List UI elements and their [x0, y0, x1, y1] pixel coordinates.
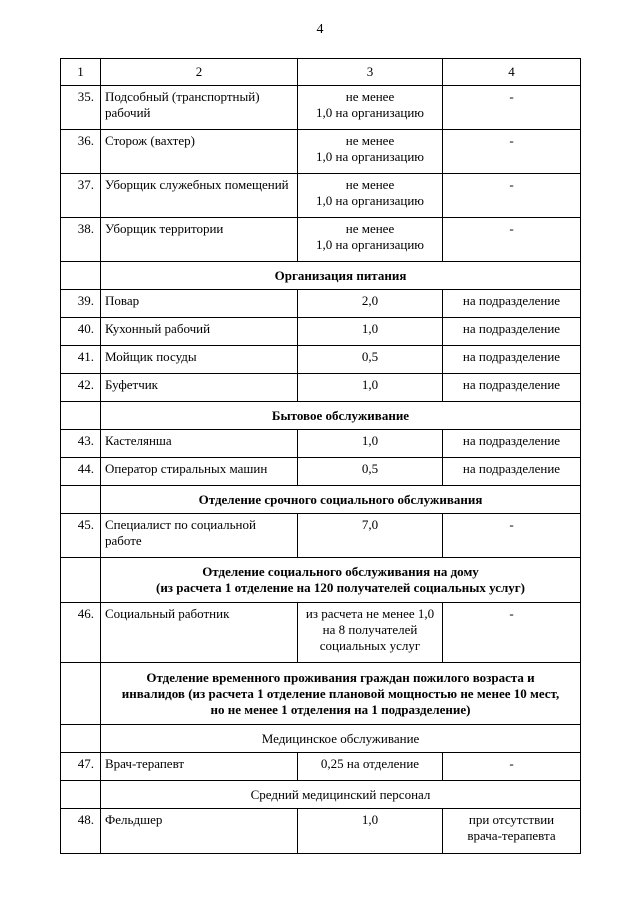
section-row [61, 262, 581, 290]
table-row [61, 809, 581, 854]
section-title: Бытовое обслуживание [101, 402, 581, 430]
staff-norm: не менее 1,0 на организацию [298, 86, 443, 130]
row-number: 39. [61, 290, 101, 318]
norm-note: - [443, 218, 581, 262]
section-row [61, 663, 581, 725]
row-number: 37. [61, 174, 101, 218]
section-empty-cell [61, 663, 101, 725]
section-title: Отделение временного проживания граждан пожилого возраста и инвалидов (из расчета 1 отделение плановой мощностью не менее 10 мест, но не менее 1 отделения на 1 подразделение) [101, 663, 581, 725]
norm-note: на подразделение [443, 430, 581, 458]
position-name: Буфетчик [101, 374, 298, 402]
column-header: 2 [101, 59, 298, 86]
norm-note: на подразделение [443, 374, 581, 402]
staff-norm: 1,0 [298, 809, 443, 854]
section-empty-cell [61, 402, 101, 430]
table-row [61, 218, 581, 262]
page-number: 4 [316, 22, 324, 37]
staff-norm: 1,0 [298, 374, 443, 402]
norm-note: на подразделение [443, 290, 581, 318]
section-title: Медицинское обслуживание [101, 725, 581, 753]
staff-norm: 0,25 на отделение [298, 753, 443, 781]
position-name: Подсобный (транспортный) рабочий [101, 86, 298, 130]
staff-norm: 0,5 [298, 458, 443, 486]
table-row [61, 318, 581, 346]
staff-norm: не менее 1,0 на организацию [298, 174, 443, 218]
position-name: Врач-терапевт [101, 753, 298, 781]
norm-note: - [443, 130, 581, 174]
section-row [61, 558, 581, 603]
row-number: 44. [61, 458, 101, 486]
position-name: Фельдшер [101, 809, 298, 854]
table-row [61, 290, 581, 318]
norm-note: - [443, 603, 581, 663]
position-name: Сторож (вахтер) [101, 130, 298, 174]
section-row [61, 725, 581, 753]
section-title: Отделение социального обслуживания на дому (из расчета 1 отделение на 120 получателей социальных услуг) [101, 558, 581, 603]
section-title: Отделение срочного социального обслуживания [101, 486, 581, 514]
section-empty-cell [61, 725, 101, 753]
position-name: Кухонный рабочий [101, 318, 298, 346]
section-empty-cell [61, 781, 101, 809]
table-row [61, 514, 581, 558]
position-name: Повар [101, 290, 298, 318]
norm-note: на подразделение [443, 318, 581, 346]
column-header: 3 [298, 59, 443, 86]
position-name: Кастелянша [101, 430, 298, 458]
staff-norm: 1,0 [298, 318, 443, 346]
section-title: Организация питания [101, 262, 581, 290]
section-row [61, 781, 581, 809]
row-number: 36. [61, 130, 101, 174]
row-number: 45. [61, 514, 101, 558]
norm-note: на подразделение [443, 346, 581, 374]
table-row [61, 458, 581, 486]
row-number: 47. [61, 753, 101, 781]
position-name: Мойщик посуды [101, 346, 298, 374]
table-row [61, 603, 581, 663]
section-empty-cell [61, 262, 101, 290]
staff-norm: 0,5 [298, 346, 443, 374]
table-row [61, 374, 581, 402]
position-name: Специалист по социальной работе [101, 514, 298, 558]
staffing-table [60, 58, 581, 854]
table-header-row [61, 59, 581, 86]
table-row [61, 86, 581, 130]
section-empty-cell [61, 558, 101, 603]
norm-note: при отсутствии врача-терапевта [443, 809, 581, 854]
column-header: 4 [443, 59, 581, 86]
table-row [61, 346, 581, 374]
norm-note: - [443, 174, 581, 218]
norm-note: на подразделение [443, 458, 581, 486]
norm-note: - [443, 86, 581, 130]
staff-norm: из расчета не менее 1,0 на 8 получателей социальных услуг [298, 603, 443, 663]
position-name: Социальный работник [101, 603, 298, 663]
position-name: Уборщик территории [101, 218, 298, 262]
row-number: 43. [61, 430, 101, 458]
row-number: 42. [61, 374, 101, 402]
row-number: 40. [61, 318, 101, 346]
row-number: 48. [61, 809, 101, 854]
norm-note: - [443, 753, 581, 781]
table-row [61, 753, 581, 781]
section-row [61, 486, 581, 514]
row-number: 38. [61, 218, 101, 262]
section-title: Средний медицинский персонал [101, 781, 581, 809]
section-row [61, 402, 581, 430]
table-row [61, 174, 581, 218]
section-empty-cell [61, 486, 101, 514]
staff-norm: 1,0 [298, 430, 443, 458]
position-name: Уборщик служебных помещений [101, 174, 298, 218]
staff-norm: не менее 1,0 на организацию [298, 130, 443, 174]
column-header: 1 [61, 59, 101, 86]
row-number: 35. [61, 86, 101, 130]
row-number: 41. [61, 346, 101, 374]
staff-norm: 2,0 [298, 290, 443, 318]
row-number: 46. [61, 603, 101, 663]
table-row [61, 430, 581, 458]
norm-note: - [443, 514, 581, 558]
staff-norm: не менее 1,0 на организацию [298, 218, 443, 262]
position-name: Оператор стиральных машин [101, 458, 298, 486]
table-row [61, 130, 581, 174]
staff-norm: 7,0 [298, 514, 443, 558]
